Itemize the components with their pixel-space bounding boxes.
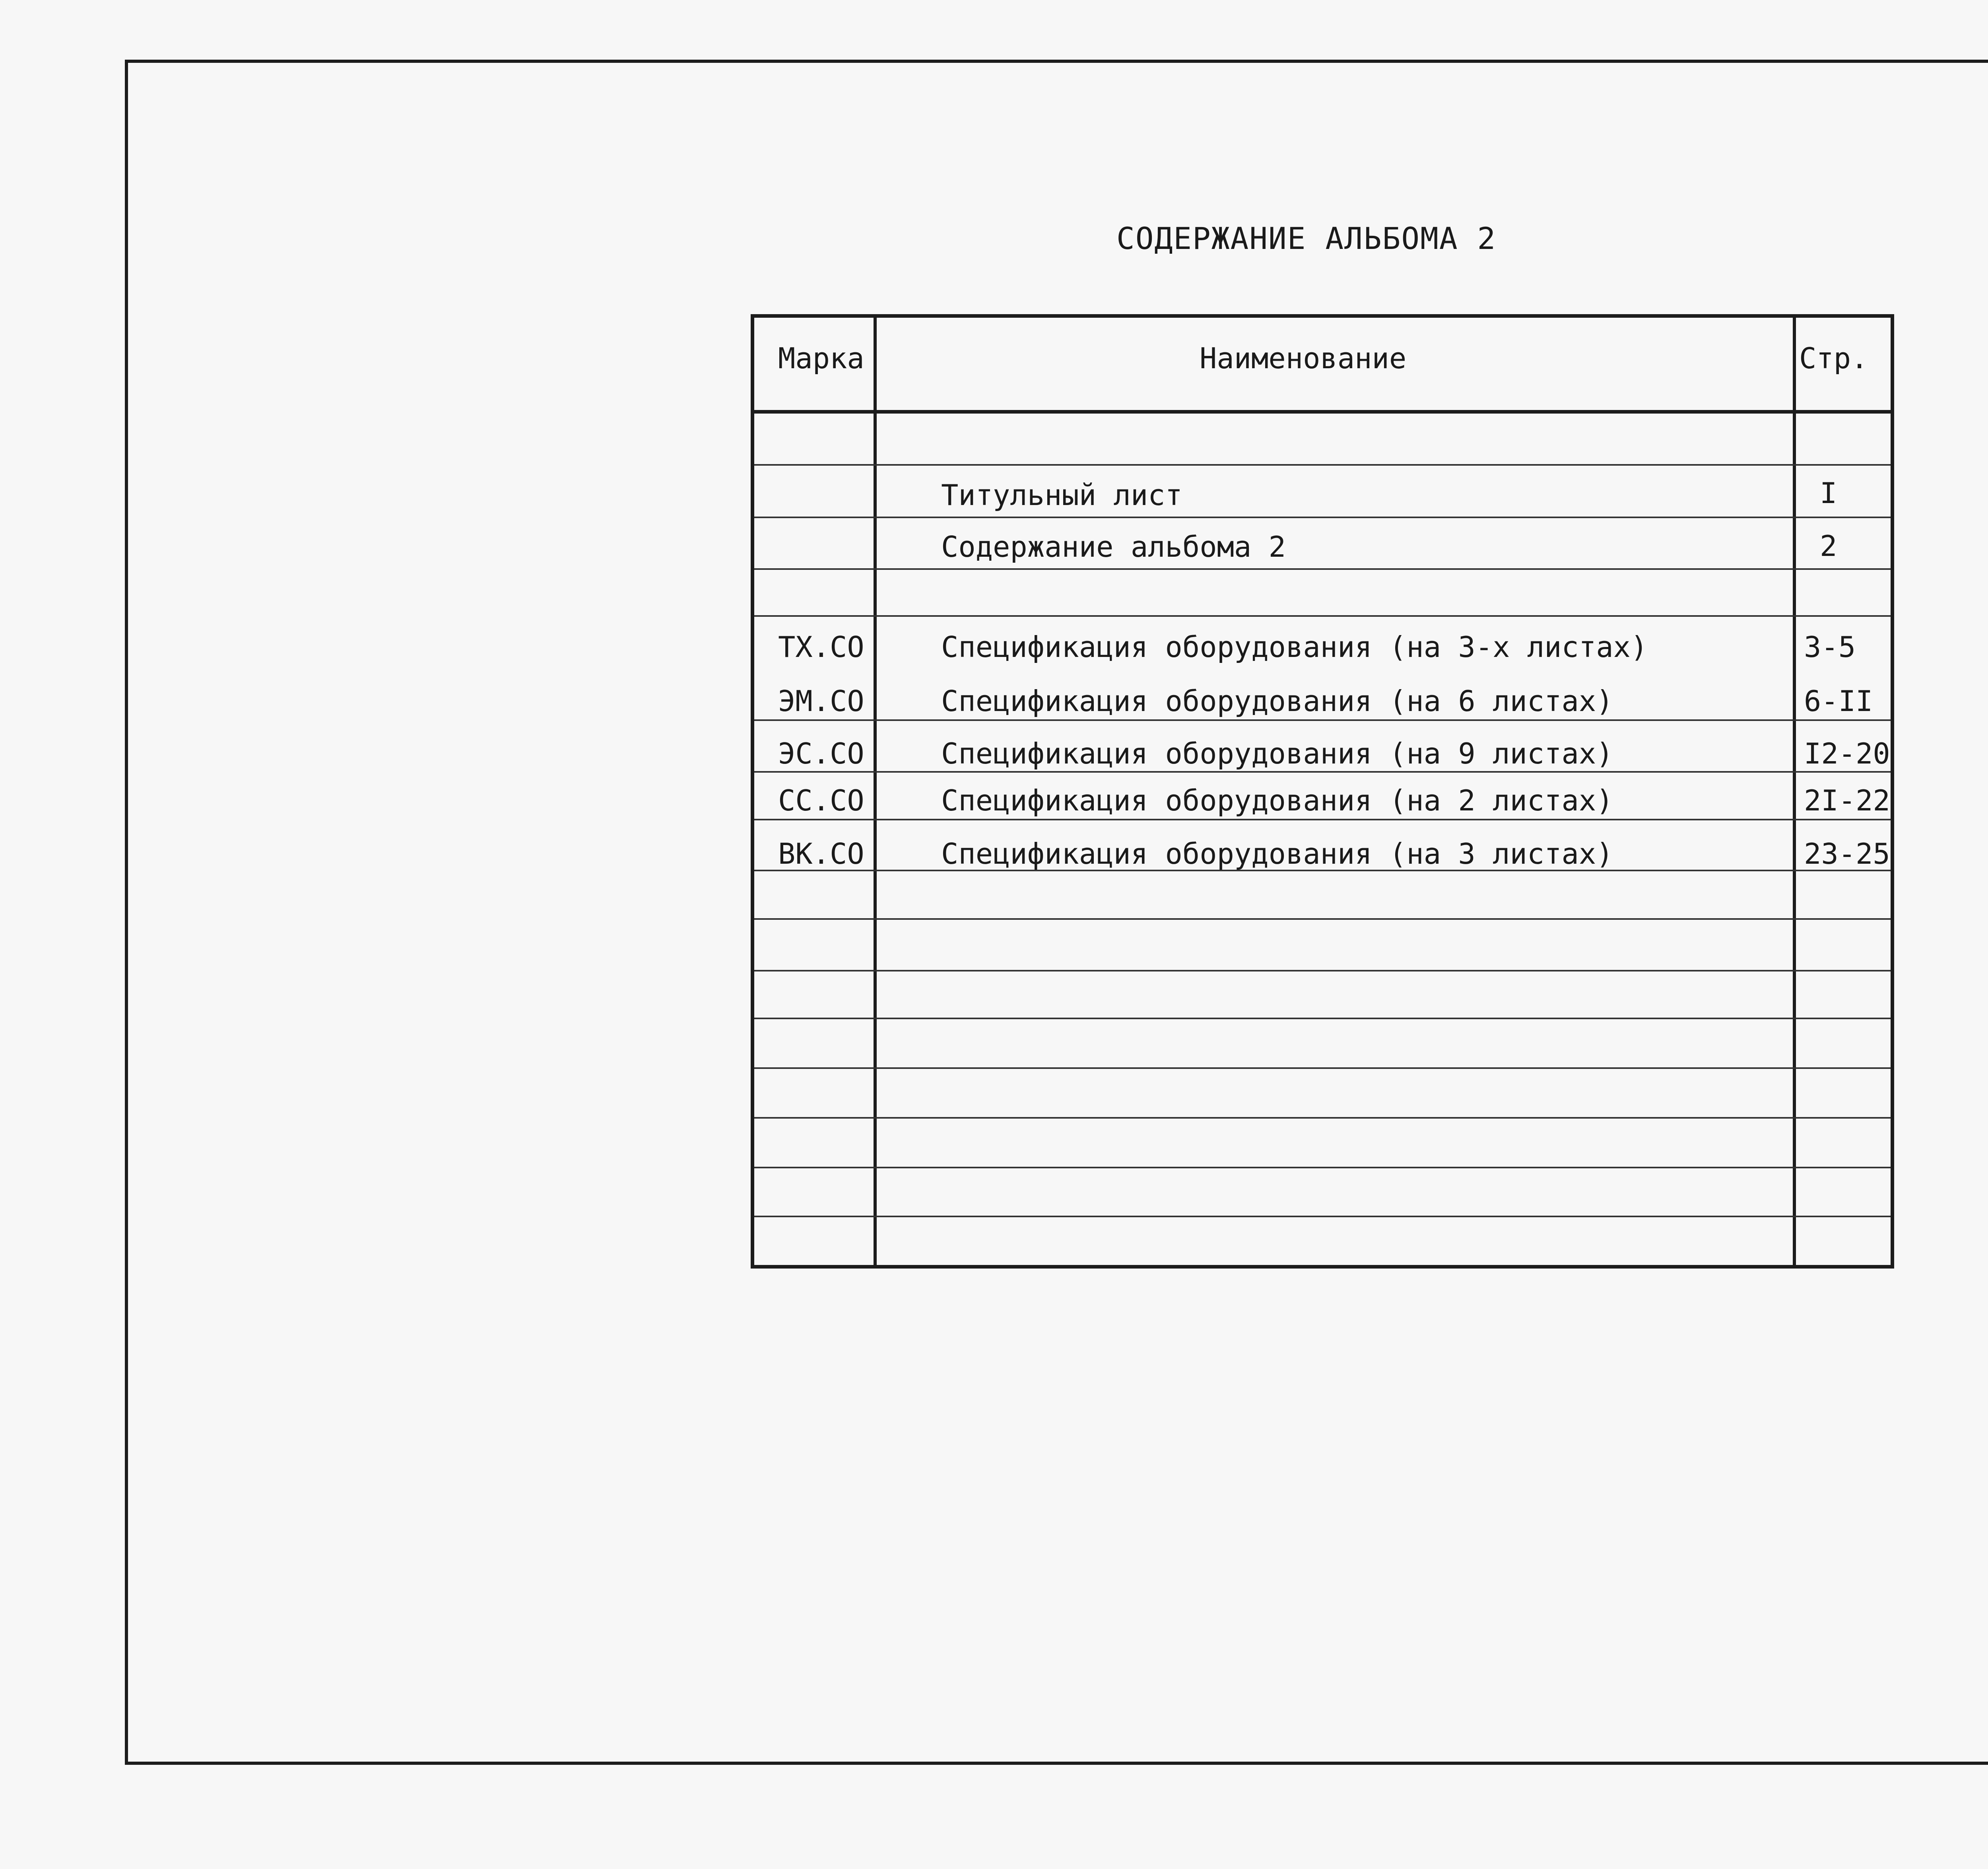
row-page: I <box>1820 476 1837 510</box>
row-rule <box>754 1117 1891 1119</box>
row-page: 2 <box>1820 529 1837 563</box>
row-page: 6-II <box>1804 684 1873 718</box>
row-rule <box>754 970 1891 971</box>
row-name: Спецификация оборудования (на 2 листах) <box>941 784 1613 817</box>
row-mark: ВК.СО <box>778 837 864 870</box>
row-rule <box>754 719 1891 721</box>
row-name: Титульный лист <box>941 478 1182 512</box>
column-divider <box>1793 318 1796 1265</box>
row-mark: ЭС.СО <box>778 737 864 770</box>
row-rule <box>754 819 1891 820</box>
row-rule <box>754 464 1891 466</box>
row-rule <box>754 1167 1891 1168</box>
row-rule <box>754 517 1891 518</box>
header-mark: Марка <box>778 342 864 375</box>
row-mark: СС.СО <box>778 784 864 817</box>
row-mark: ЭМ.СО <box>778 684 864 718</box>
row-name: Спецификация оборудования (на 9 листах) <box>941 737 1613 770</box>
row-rule <box>754 568 1891 570</box>
row-name: Спецификация оборудования (на 6 листах) <box>941 684 1613 718</box>
header-page: Стр. <box>1799 342 1868 375</box>
row-rule <box>754 1216 1891 1217</box>
row-page: 2I-22 <box>1804 784 1890 817</box>
row-name: Спецификация оборудования (на 3 листах) <box>941 837 1613 870</box>
column-divider <box>874 318 877 1265</box>
row-rule <box>754 771 1891 773</box>
row-rule <box>754 1018 1891 1019</box>
row-rule <box>754 918 1891 920</box>
header-name: Наименование <box>1200 342 1407 375</box>
header-separator <box>754 410 1891 414</box>
row-mark: ТХ.СО <box>778 630 864 664</box>
row-page: I2-20 <box>1804 737 1890 770</box>
row-name: Содержание альбома 2 <box>941 530 1286 563</box>
row-rule <box>754 1067 1891 1069</box>
row-rule <box>754 615 1891 617</box>
row-page: 23-25 <box>1804 837 1890 870</box>
row-name: Спецификация оборудования (на 3-х листах) <box>941 630 1648 664</box>
row-page: 3-5 <box>1804 630 1856 664</box>
document-title: СОДЕРЖАНИЕ АЛЬБОМА 2 <box>1116 221 1497 256</box>
contents-table <box>751 314 1894 1269</box>
